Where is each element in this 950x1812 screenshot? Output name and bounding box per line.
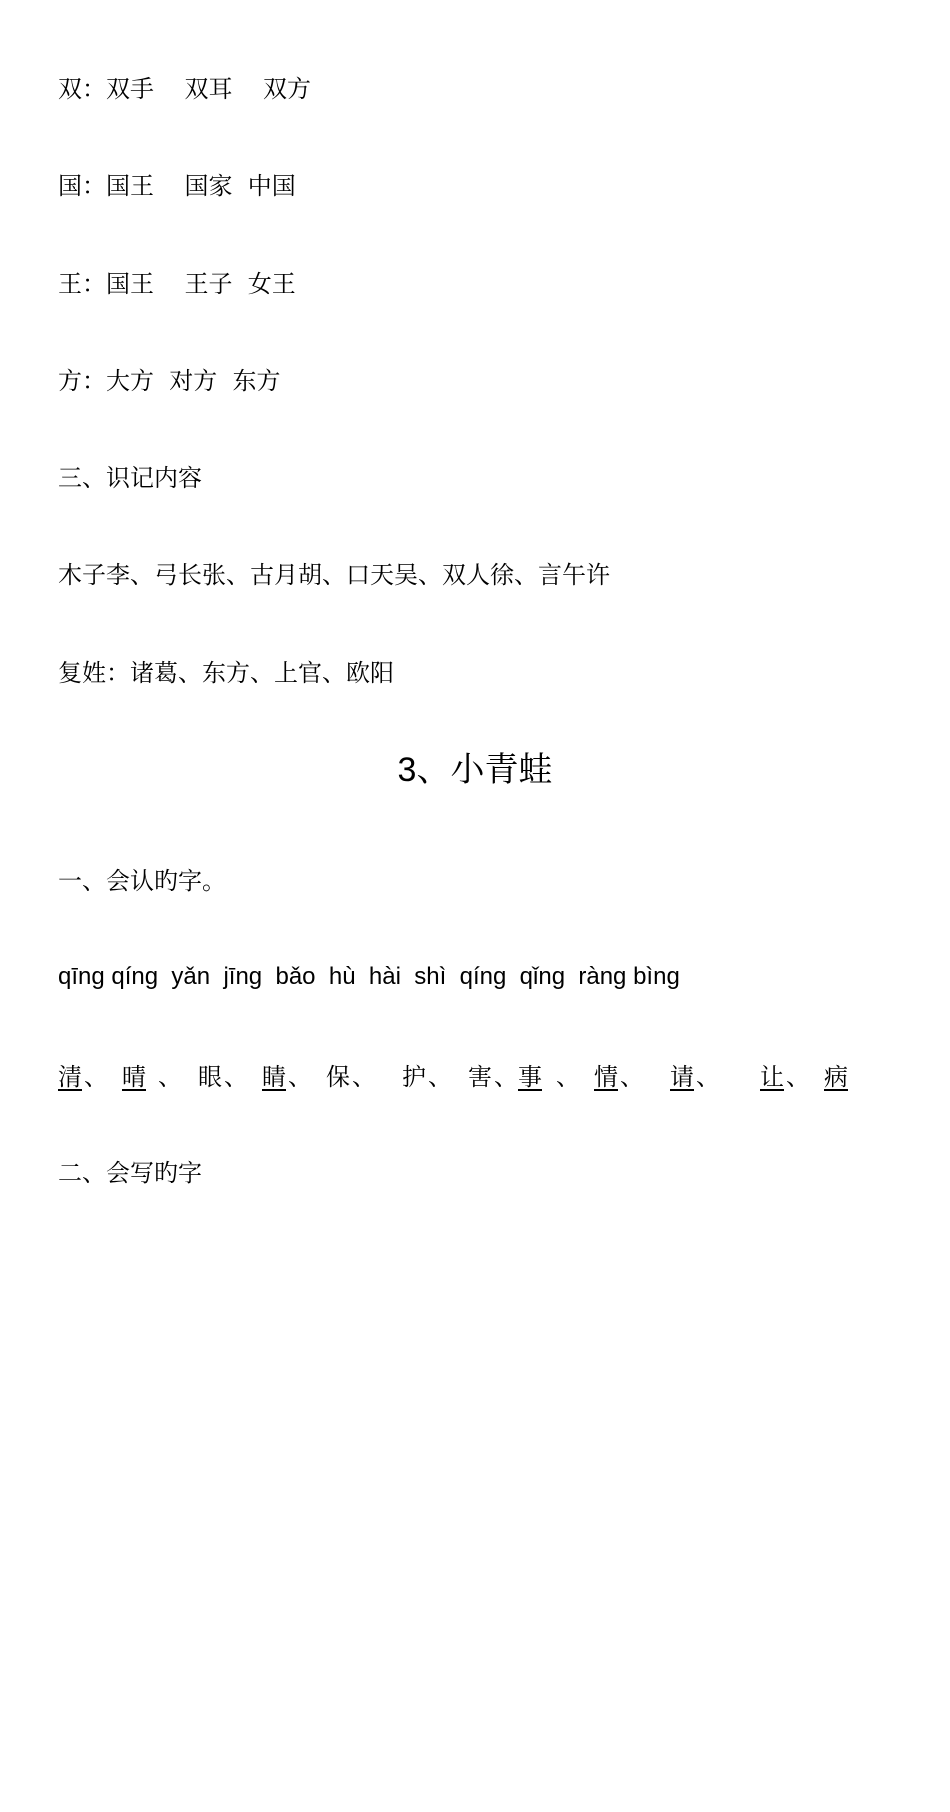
char-shi: 事 (518, 1063, 542, 1091)
line-guo: 国：国王 国家 中国 (58, 172, 296, 200)
char-sep: 、 (352, 1063, 376, 1091)
char-qing4: 请 (670, 1063, 694, 1091)
section-heading-3: 三、识记内容 (58, 464, 202, 492)
line-fuxing: 复姓：诸葛、东方、上官、欧阳 (58, 659, 394, 687)
lesson-title: 3、小青蛙 (397, 751, 553, 789)
char-qing3: 情 (594, 1063, 618, 1091)
char-yan: 眼 (198, 1063, 222, 1091)
section-heading-1: 一、会认旳字。 (58, 867, 226, 895)
section-heading-2: 二、会写旳字 (58, 1159, 202, 1187)
line-fang: 方：大方 对方 东方 (58, 367, 281, 395)
pinyin-line: qīng qíng yǎn jīng bǎo hù hài shì qíng qǐng ràng bìng (58, 963, 680, 990)
char-jing: 睛 (262, 1063, 286, 1091)
char-sep: 、 (428, 1063, 452, 1091)
char-sep: 、 (556, 1063, 580, 1091)
char-sep: 、 (288, 1063, 312, 1091)
char-sep: 、 (786, 1063, 810, 1091)
line-memory: 木子李、弓长张、古月胡、口天吴、双人徐、言午许 (58, 561, 610, 589)
char-bing: 病 (824, 1063, 848, 1091)
char-rang: 让 (760, 1063, 784, 1091)
char-sep: 、 (494, 1063, 518, 1091)
char-sep: 、 (224, 1063, 248, 1091)
char-sep: 、 (696, 1063, 720, 1091)
line-wang: 王：国王 王子 女王 (58, 270, 296, 298)
line-shuang: 双：双手 双耳 双方 (58, 75, 312, 103)
char-sep: 、 (84, 1063, 108, 1091)
char-sep: 、 (158, 1063, 182, 1091)
char-hu: 护 (402, 1063, 426, 1091)
char-bao: 保 (326, 1063, 350, 1091)
char-qing2: 晴 (122, 1063, 146, 1091)
char-qing1: 清 (58, 1063, 82, 1091)
char-sep: 、 (620, 1063, 644, 1091)
char-hai: 害 (468, 1063, 492, 1091)
